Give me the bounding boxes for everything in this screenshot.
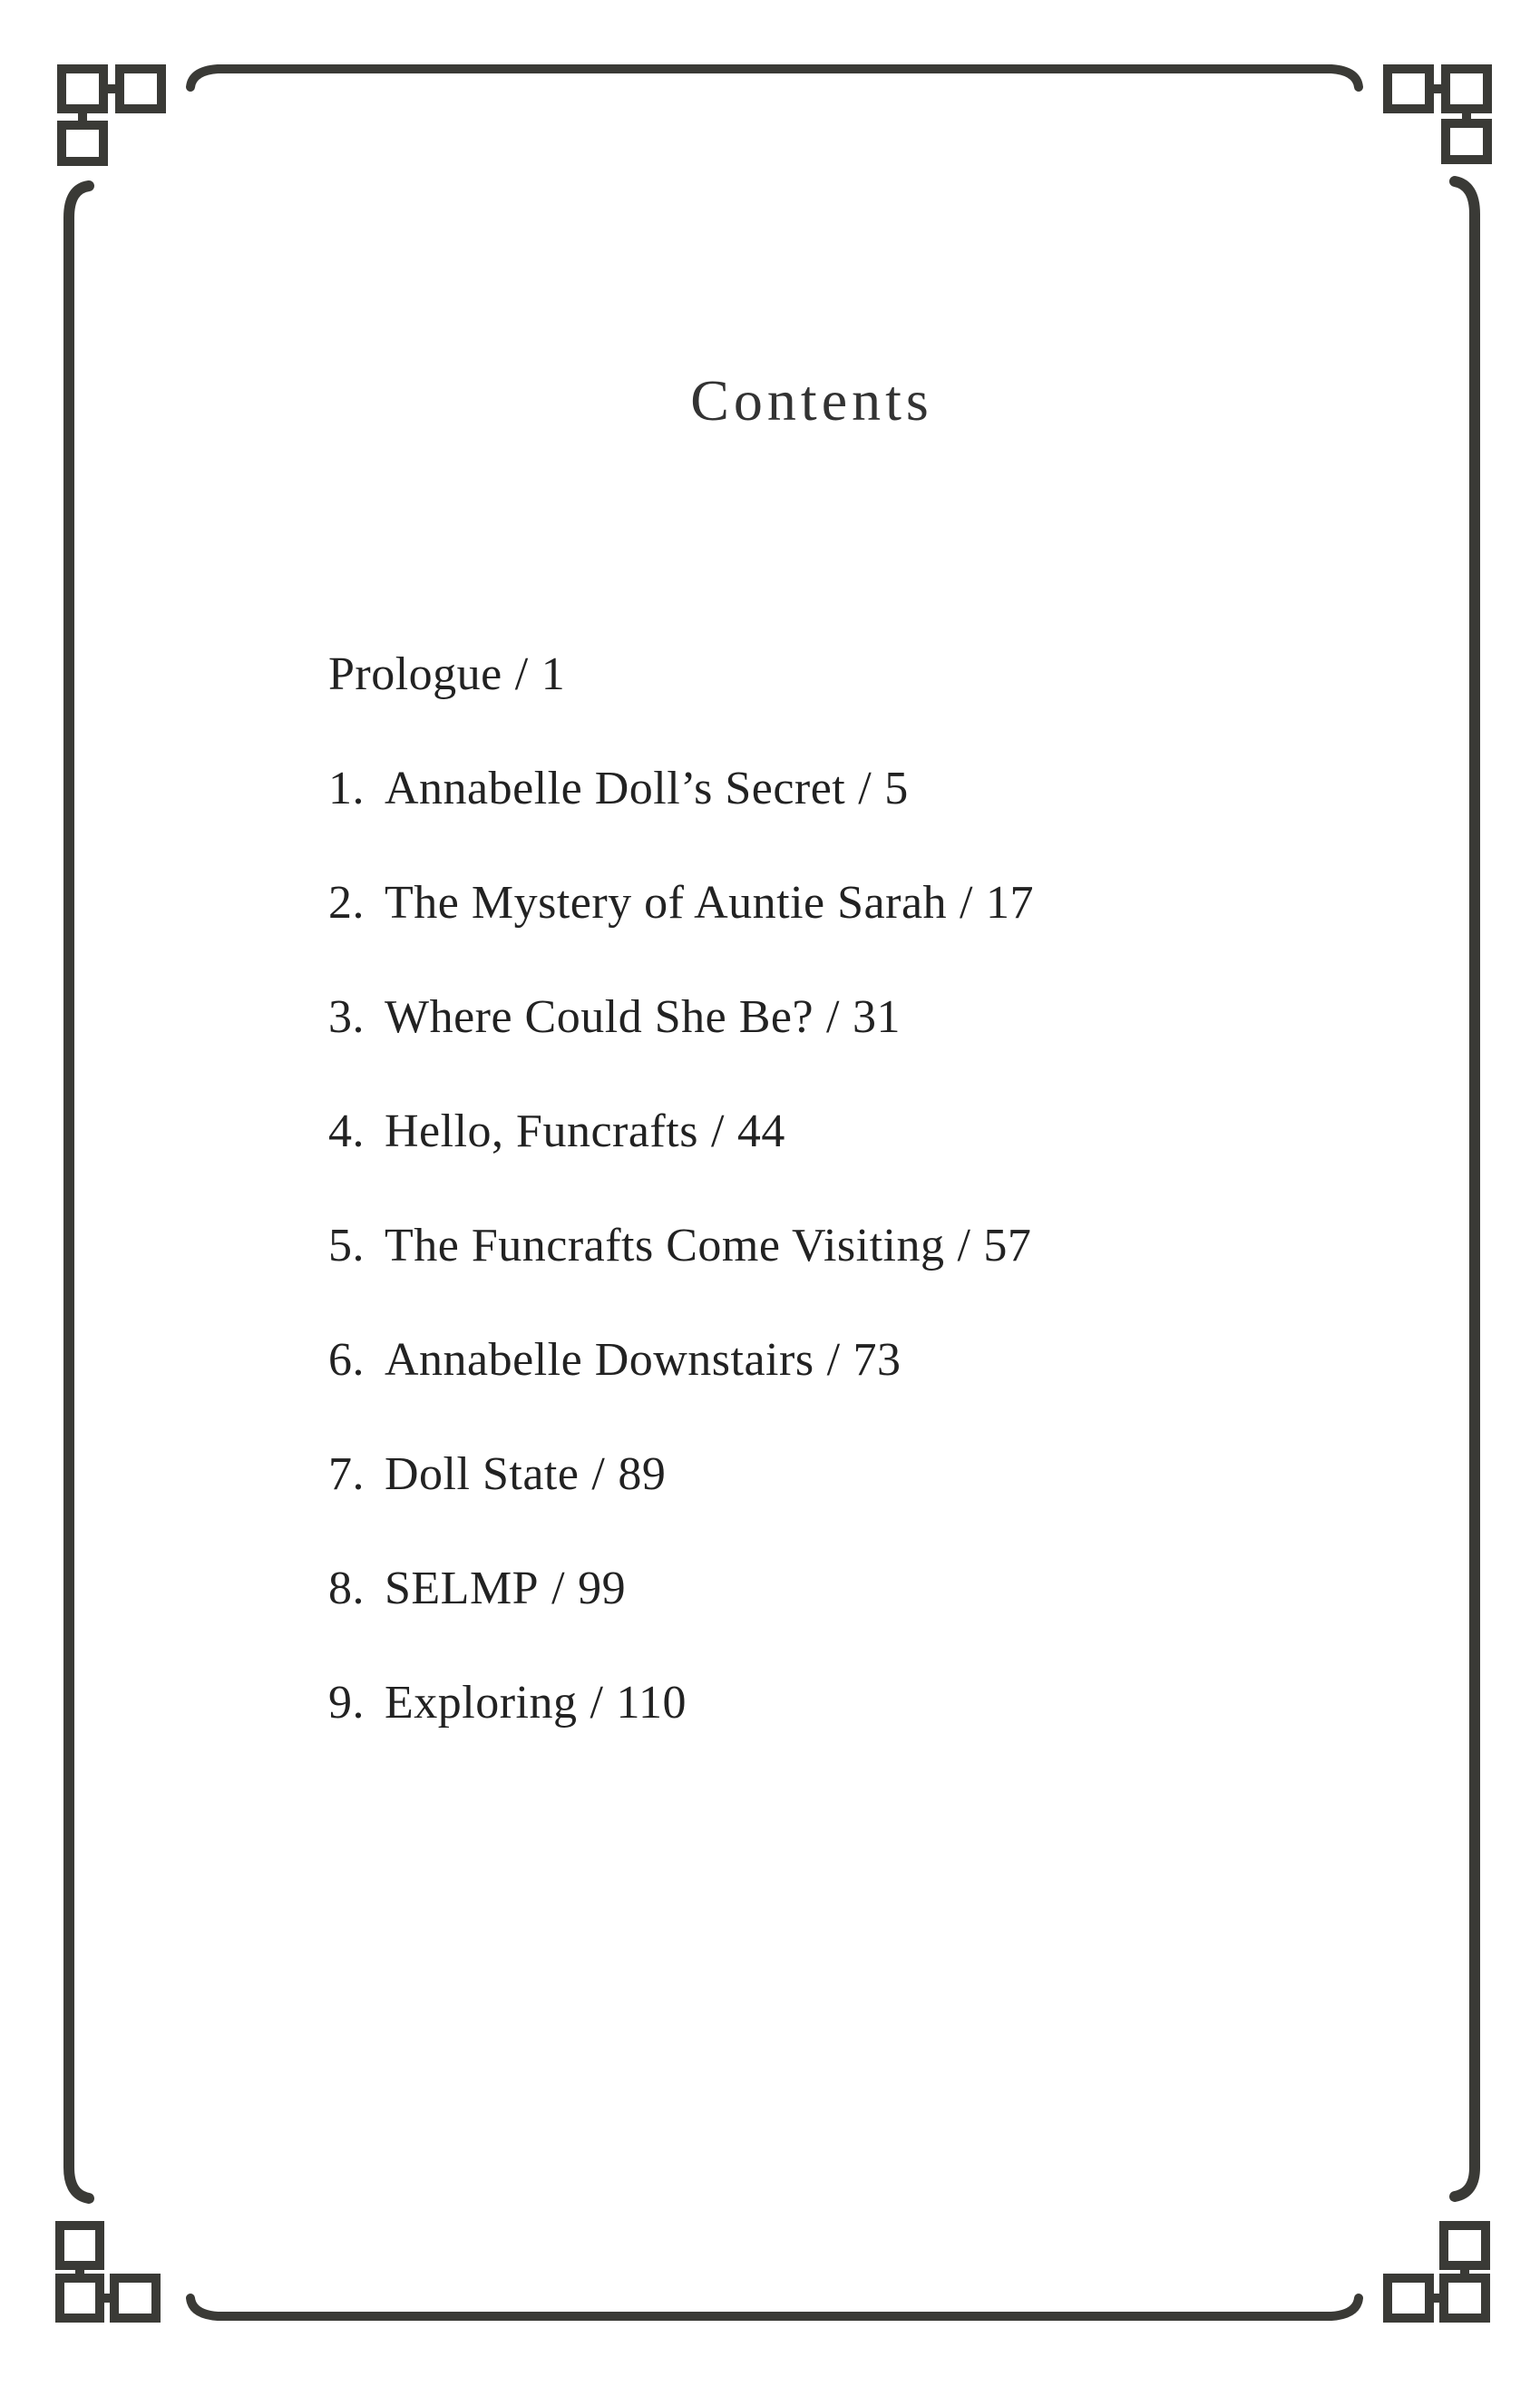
- corner-ornament-top-left: [62, 69, 161, 161]
- toc-entry-chapter-5: [328, 1206, 1034, 1320]
- toc-separator: /: [590, 1677, 604, 1729]
- toc-entry-chapter-6: [328, 1320, 1034, 1435]
- toc-separator: /: [960, 877, 973, 929]
- toc-entry-title: Prologue: [328, 648, 502, 700]
- toc-entry-chapter-8: [328, 1549, 1034, 1663]
- toc-entry-page: 57: [983, 1220, 1032, 1271]
- toc-entry-number: 7.: [328, 1448, 365, 1500]
- table-of-contents: [328, 635, 1034, 1778]
- toc-entry-page: 31: [852, 991, 901, 1043]
- page-title: Contents: [690, 368, 933, 433]
- toc-separator: /: [710, 1106, 725, 1157]
- toc-entry-number: 9.: [328, 1677, 365, 1729]
- toc-entry-page: 110: [616, 1677, 687, 1729]
- toc-entry-title: Exploring: [385, 1677, 578, 1729]
- toc-entry-number: 2.: [328, 877, 365, 929]
- toc-entry-page: 1: [541, 648, 566, 700]
- toc-entry-title: SELMP: [385, 1563, 540, 1614]
- toc-entry-chapter-9: [328, 1663, 1034, 1778]
- corner-ornament-top-right: [1388, 69, 1487, 160]
- toc-entry-title: Annabelle Doll’s Secret: [385, 763, 846, 814]
- toc-separator: /: [551, 1563, 566, 1614]
- toc-entry-title: Doll State: [385, 1448, 580, 1500]
- toc-entry-title: Hello, Funcrafts: [385, 1106, 698, 1157]
- toc-entry-chapter-3: [328, 978, 1034, 1092]
- toc-entry-page: 73: [853, 1334, 902, 1386]
- frame-bottom-border: [190, 2298, 1359, 2316]
- toc-entry-title: Annabelle Downstairs: [385, 1334, 814, 1386]
- toc-entry-prologue: [328, 635, 1034, 749]
- toc-entry-chapter-2: [328, 863, 1034, 978]
- toc-entry-chapter-4: [328, 1092, 1034, 1206]
- toc-entry-number: 4.: [328, 1106, 365, 1157]
- toc-entry-number: 3.: [328, 991, 365, 1043]
- toc-entry-page: 89: [618, 1448, 667, 1500]
- frame-left-border: [69, 186, 89, 2198]
- toc-separator: /: [858, 763, 872, 814]
- toc-entry-chapter-1: [328, 749, 1034, 863]
- frame-right-border: [1455, 181, 1475, 2197]
- toc-entry-page: 99: [578, 1563, 627, 1614]
- toc-entry-page: 44: [736, 1106, 785, 1157]
- corner-ornament-bottom-right: [1388, 2226, 1486, 2318]
- toc-entry-chapter-7: [328, 1435, 1034, 1549]
- toc-separator: /: [514, 648, 529, 700]
- toc-entry-number: 8.: [328, 1563, 365, 1614]
- toc-entry-page: 5: [884, 763, 909, 814]
- corner-ornament-bottom-left: [60, 2226, 156, 2318]
- toc-entry-number: 6.: [328, 1334, 365, 1386]
- toc-entry-number: 5.: [328, 1220, 365, 1271]
- toc-entry-page: 17: [985, 877, 1034, 929]
- frame-top-border: [190, 69, 1359, 87]
- toc-separator: /: [826, 1334, 841, 1386]
- toc-separator: /: [826, 991, 840, 1043]
- toc-separator: /: [957, 1220, 971, 1271]
- toc-entry-title: The Funcrafts Come Visiting: [385, 1220, 945, 1271]
- toc-entry-title: Where Could She Be?: [385, 991, 814, 1043]
- toc-entry-number: 1.: [328, 763, 365, 814]
- toc-separator: /: [591, 1448, 606, 1500]
- toc-entry-title: The Mystery of Auntie Sarah: [385, 877, 948, 929]
